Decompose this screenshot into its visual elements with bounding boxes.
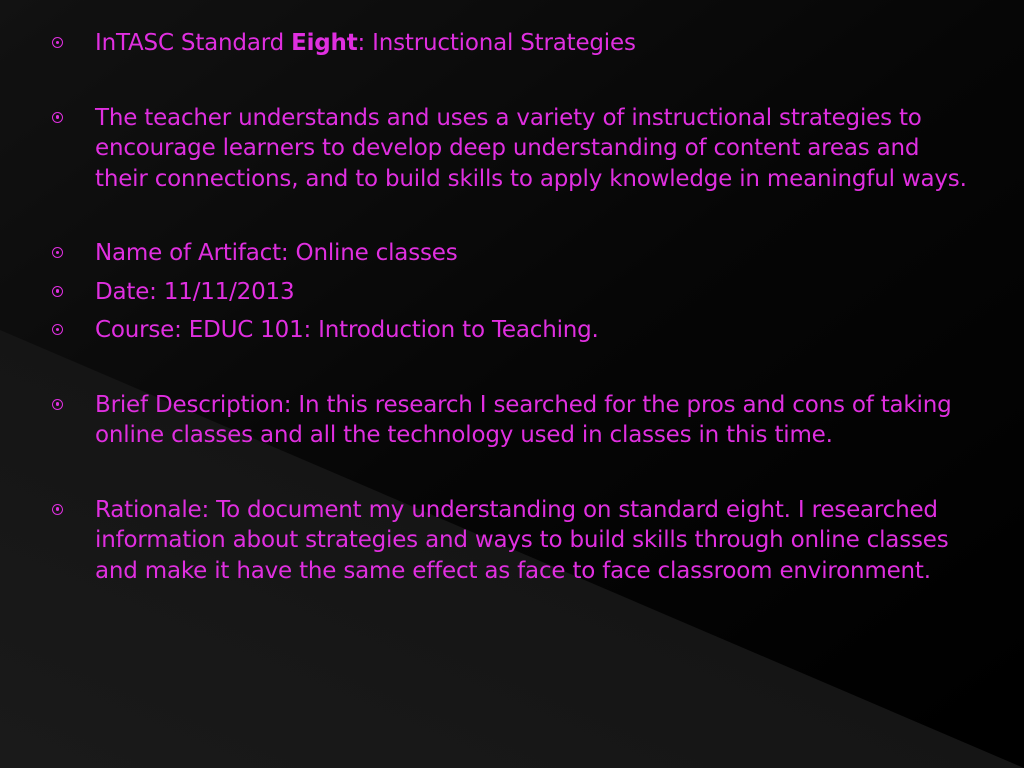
standard-title-bullet	[52, 28, 972, 59]
standard-title-number: Eight	[291, 30, 358, 56]
brief-description-bullet	[52, 390, 972, 451]
date-text: Date: 11/11/2013	[95, 278, 295, 305]
bullet-marker-icon	[52, 112, 63, 123]
standard-title-suffix: : Instructional Strategies	[357, 30, 636, 56]
standard-description-text: The teacher understands and uses a variety of instructional strategies to encourage learners to develop deep understanding of content areas and their connections, and to build skills to apply knowledge in meaningful ways.	[95, 104, 967, 192]
bullet-marker-icon	[52, 399, 63, 410]
rationale-text: Rationale: To document my understanding on standard eight. I researched information about strategies and ways to build skills through online classes and make it have the same effect as face to face classroom environment.	[95, 496, 949, 584]
artifact-name-bullet	[52, 238, 972, 269]
rationale-bullet	[52, 495, 972, 587]
bullet-marker-icon	[52, 286, 63, 297]
bullet-marker-icon	[52, 247, 63, 258]
bullet-marker-icon	[52, 504, 63, 515]
standard-title-prefix: InTASC Standard	[95, 30, 292, 56]
date-bullet	[52, 277, 972, 308]
slide-content	[52, 28, 972, 586]
bullet-marker-icon	[52, 324, 63, 335]
bullet-marker-icon	[52, 37, 63, 48]
course-text: Course: EDUC 101: Introduction to Teaching.	[95, 317, 599, 343]
standard-description-bullet	[52, 103, 972, 195]
artifact-name-text: Name of Artifact: Online classes	[95, 240, 458, 266]
brief-description-text: Brief Description: In this research I searched for the pros and cons of taking online classes and all the technology used in classes in this time.	[95, 391, 952, 448]
course-bullet	[52, 315, 972, 346]
